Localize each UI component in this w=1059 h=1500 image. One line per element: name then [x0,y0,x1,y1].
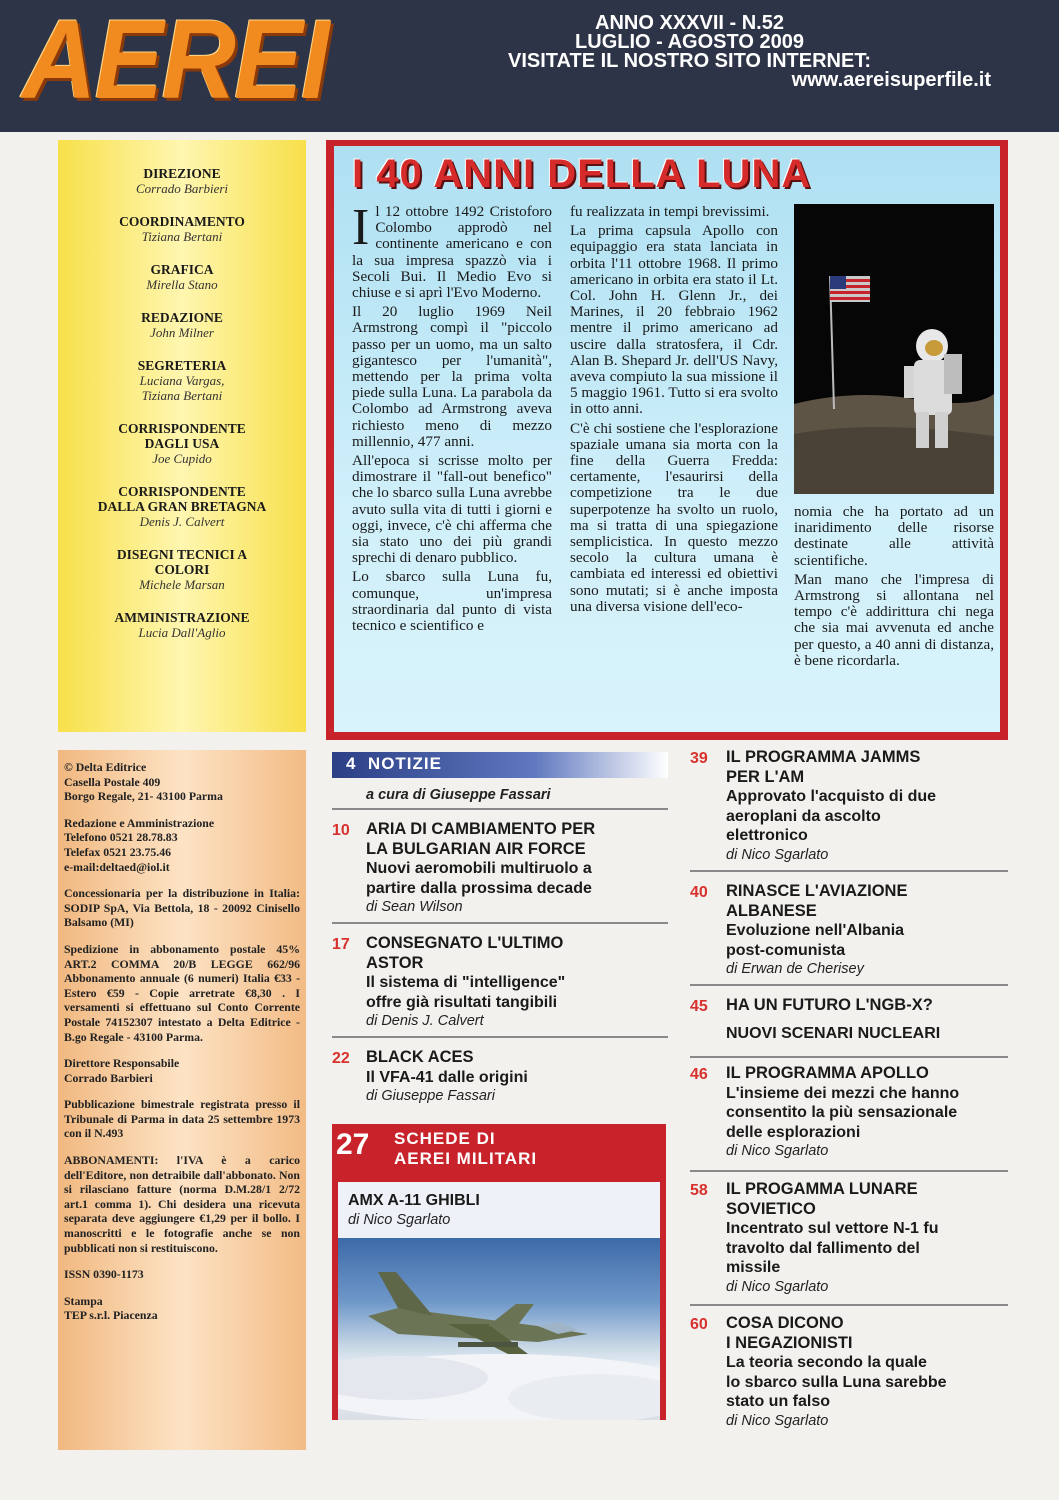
jet-photo [338,1238,660,1420]
toc-entry[interactable] [366,934,666,1030]
distribution-text: Concessionaria per la distribuzione in Italia: SODIP SpA, Via Bettola, 18 - 20092 Cinisello Balsamo (MI) [64,886,300,930]
schede-label [394,1129,537,1169]
toc-title-line: ALBANESE [726,901,817,920]
toc-title-line: BLACK ACES [366,1048,474,1066]
schede-header[interactable] [332,1124,666,1174]
toc-title-line: LA BULGARIAN AIR FORCE [366,839,586,858]
article-paragraph: C'è chi sostiene che l'esplorazione spaziale umana sia morta con la fine della Guerra Fredda: certamente, l'esaurirsi della competizione tra le due superpotenze ha svolto un ruolo, ma si tratta di una spiegazione semplicistica. In questo mezzo secolo la cultura umana è cambiata ed interessi ed obiettivi sono mutati; si è anche imposta una diversa visione dell'eco- [570,419,778,615]
schede-item-title[interactable]: AMX A-11 GHIBLI [348,1192,480,1209]
toc-subtitle-line: post-comunista [726,941,846,959]
staff-role: GRAFICA [150,262,214,277]
staff-group [58,310,306,340]
toc-subtitle-line: Evoluzione nell'Albania [726,922,905,939]
moon-landing-photo [794,204,994,494]
toc-title-line: IL PROGRAMMA JAMMS [726,748,921,766]
issn: ISSN 0390-1173 [64,1267,144,1282]
staff-group [58,484,306,529]
staff-role: CORRISPONDENTE DALLA GRAN BRETAGNA [97,484,267,514]
toc-title-line: RINASCE L'AVIAZIONE [726,882,908,900]
staff-name: Lucia Dall'Aglio [138,625,226,640]
toc-subtitle-line: Approvato l'acquisto di due [726,788,937,805]
printer-name: TEP s.r.l. Piacenza [64,1308,158,1323]
toc-entry[interactable] [726,882,1016,978]
toc-subtitle-line: aeroplani da ascolto [726,807,881,825]
toc-subtitle-line: delle esplorazioni [726,1123,861,1141]
schede-inner [338,1182,660,1420]
toc-title-line: SOVIETICO [726,1199,816,1218]
toc-author: di Sean Wilson [366,899,463,915]
toc-page-number: 39 [690,750,708,767]
toc-subtitle-line: offre già risultati tangibili [366,993,558,1011]
notizie-author: a cura di Giuseppe Fassari [366,787,551,803]
staff-name: Tiziana Bertani [141,388,223,403]
toc-subtitle-line: lo sbarco sulla Luna sarebbe [726,1373,947,1391]
magazine-logo: AEREI [22,0,328,122]
toc-author: di Nico Sgarlato [726,1143,829,1159]
schede-page-number: 27 [336,1128,370,1161]
staff-name: John Milner [150,325,214,340]
website-url[interactable]: www.aereisuperfile.it [791,69,991,91]
staff-role: REDAZIONE [141,310,223,325]
publisher-box [58,750,306,1450]
staff-name: Denis J. Calvert [139,514,225,529]
jet-illustration [338,1238,660,1420]
director-label: Direttore Responsabile [64,1056,180,1071]
toc-entry[interactable] [726,1180,1016,1296]
toc-entry[interactable] [726,1064,1016,1160]
staff-role: SEGRETERIA [137,358,227,373]
staff-group [58,547,306,592]
staff-name: Tiziana Bertani [141,229,223,244]
director-block [64,1056,300,1085]
toc-page-number: 10 [332,822,350,839]
notizie-header[interactable] [332,752,668,778]
divider [332,1036,668,1038]
divider [332,808,668,810]
divider [690,1056,1008,1058]
staff-name: Michele Marsan [139,577,225,592]
toc-subtitle-line: Nuovi aeromobili multiruolo a [366,860,592,877]
feature-title: I 40 ANNI DELLA LUNA [352,152,812,196]
staff-name: Corrado Barbieri [135,181,229,196]
toc-subtitle-line: Il VFA-41 dalle origini [366,1068,528,1086]
toc-title-line: PER L'AM [726,767,805,786]
staff-box [58,140,306,732]
toc-page-number: 40 [690,884,708,901]
toc-page-number: 46 [690,1066,708,1083]
schede-label-line: SCHEDE DI [394,1129,496,1148]
issue-date: LUGLIO - AGOSTO 2009 [575,31,804,53]
toc-subtitle-line: partire dalla prossima decade [366,879,592,897]
staff-group [58,421,306,466]
toc-entry[interactable] [726,1314,1016,1430]
staff-name: Joe Cupido [152,451,212,466]
company-line: © Delta Editrice [64,760,147,774]
toc-subtitle-line: elettronico [726,827,808,844]
schede-author: di Nico Sgarlato [348,1212,451,1228]
staff-group [58,610,306,640]
toc-subtitle-line: consentito la più sensazionale [726,1104,958,1121]
toc-title-line: IL PROGRAMMA APOLLO [726,1064,929,1082]
divider [332,922,668,924]
article-paragraph: All'epoca si scrisse molto per dimostrare il "fall-out benefico" che lo sbarco sulla Luna avrebbe avuto sulla vita di tutti i giorni e oggi, invece, c'è chi afferma che sia stato uno dei più grandi sprechi di denaro pubblico. [352,452,552,567]
page-number: 4 [346,754,357,773]
article-paragraph: La prima capsula Apollo con equipaggio era stata lanciata in orbita l'11 ottobre 1968. Il primo americano in orbita era stato il Lt. Col. John H. Glenn Jr., dei Marines, il 20 febbraio 1962 mentre il primo americano ad uscire dalla stratosfera, il Cdr. Alan B. Shepard Jr. dell'US Navy, aveva compiuto la sua missione il 5 maggio 1961. Tutto si era svolto in otto anni. [570,222,778,418]
print-label: Stampa [64,1293,103,1308]
email-link[interactable]: e-mail:deltaed@iol.it [64,859,170,874]
toc-page-number: 22 [332,1050,350,1067]
article-column-2 [570,204,778,618]
toc-title-line: COSA DICONO [726,1314,844,1332]
staff-name: Mirella Stano [146,277,218,292]
article-paragraph [352,199,552,302]
toc-subtitle-line: NUOVI SCENARI NUCLEARI [726,1024,941,1042]
toc-title-line: ARIA DI CAMBIAMENTO PER [366,820,596,838]
divider [690,1304,1008,1306]
registration-text: Pubblicazione bimestrale registrata presso il Tribunale di Parma in data 25 settembre 1973 con il N.493 [64,1097,300,1141]
section-label: NOTIZIE [367,754,442,773]
office-block [64,816,300,874]
issue-info [508,12,991,91]
staff-group [58,358,306,403]
toc-author: di Erwan de Cherisey [726,961,864,977]
article-paragraph: nomia che ha portato ad un inaridimento delle risorse destinate alle attività scientifiche. [794,503,994,569]
toc-subtitle-line: L'insieme dei mezzi che hanno [726,1084,960,1102]
staff-role: CORRISPONDENTE DAGLI USA [118,421,246,451]
article-paragraph: Il 20 luglio 1969 Neil Armstrong compì il "piccolo passo per un uomo, ma un salto gigantesco per l'umanità", mettendo per la prima volta piede sulla Luna. La parabola da Colombo ad Armstrong aveva richiesto meno di mezzo millennio, 477 anni. [352,303,552,450]
toc-author: di Nico Sgarlato [726,1278,829,1295]
toc-title-line: IL PROGAMMA LUNARE [726,1180,918,1198]
issue-number: ANNO XXXVII - N.52 [595,12,784,34]
feature-panel [334,146,1000,732]
director-name: Corrado Barbieri [64,1070,153,1085]
notizie-label [346,754,442,774]
staff-group [58,166,306,196]
staff-role: AMMINISTRAZIONE [114,610,250,625]
toc-author: di Giuseppe Fassari [366,1088,495,1104]
toc-entry[interactable] [726,996,1016,1043]
toc-page-number: 58 [690,1182,708,1199]
article-text: l 12 ottobre 1492 Cristoforo Colombo approdò nel continente americano e con la sua impresa spazzò via i Secoli Bui. Il Medio Evo si chiuse e si aprì l'Evo Moderno. [352,203,552,302]
toc-entry[interactable] [366,1048,666,1105]
toc-page-number: 60 [690,1316,708,1333]
article-paragraph: fu realizzata in tempi brevissimi. [570,203,770,220]
toc-page-number: 17 [332,936,350,953]
moon-landing-illustration [794,204,994,494]
article-column-1 [352,199,552,637]
visit-text: VISITATE IL NOSTRO SITO INTERNET: [508,50,871,72]
toc-title-line: ASTOR [366,953,424,972]
toc-entry[interactable] [366,820,666,916]
staff-name: Luciana Vargas, [139,373,225,388]
schede-label-line: AEREI MILITARI [394,1149,538,1168]
staff-role: DISEGNI TECNICI A COLORI [116,547,248,577]
toc-author: di Denis J. Calvert [366,1013,484,1029]
divider [690,1170,1008,1172]
toc-title-line: I NEGAZIONISTI [726,1333,853,1352]
office-line: Telefax 0521 23.75.46 [64,844,172,859]
toc-title-line: HA UN FUTURO L'NGB-X? [726,996,933,1014]
toc-subtitle-line: Incentrato sul vettore N-1 fu [726,1220,939,1237]
divider [690,870,1008,872]
toc-subtitle-line: Il sistema di "intelligence" [366,974,566,991]
company-block [64,760,300,804]
company-line: Borgo Regale, 21- 43100 Parma [64,789,223,804]
staff-role: COORDINAMENTO [119,214,245,229]
subscription-text: Spedizione in abbonamento postale 45% ART.2 COMMA 20/B LEGGE 662/96 Abbonamento annuale (6 numeri) Italia €33 - Estero €59 - Copie arretrate €8,30 . I versamenti si effettuano sul Conto Corrente Postale 74152307 intestato a Delta Editrice - B.go Regale - 43100 Parma. [64,941,300,1044]
office-line: Telefono 0521 28.78.83 [64,830,178,845]
toc-subtitle-line: travolto dal fallimento del [726,1239,920,1257]
toc-title-line: CONSEGNATO L'ULTIMO [366,934,564,952]
schede-panel [332,1174,666,1420]
feature-article [326,140,1008,740]
toc-subtitle-line: missile [726,1259,781,1276]
staff-group [58,262,306,292]
toc-author: di Nico Sgarlato [726,846,829,863]
toc-subtitle-line: La teoria secondo la quale [726,1354,927,1371]
masthead [0,0,1059,132]
drop-cap: I [352,199,370,256]
staff-group [58,214,306,244]
article-paragraph: Lo sbarco sulla Luna fu, comunque, un'impresa straordinaria dal punto di vista tecnico e scientifico e [352,568,552,635]
toc-author: di Nico Sgarlato [726,1412,829,1429]
company-line: Casella Postale 409 [64,774,161,789]
print-block [64,1294,300,1323]
divider [690,984,1008,986]
toc-page-number: 45 [690,998,708,1015]
office-line: Redazione e Amministrazione [64,815,215,830]
toc-subtitle-line: stato un falso [726,1393,831,1410]
abbonamenti-text: ABBONAMENTI: l'IVA è a carico dell'Editore, non detraibile dall'abbonato. Non si rilasciano fatture (norma D.M.28/1 2/72 art.1 comma 1). Chi desidera una ricevuta separata deve aggiungere €1,29 per il bollo. I manoscritti e le fotografie anche se non pubblicati non si restituiscono. [64,1153,300,1255]
article-column-3 [794,504,994,672]
staff-role: DIREZIONE [143,166,221,181]
article-paragraph: Man mano che l'impresa di Armstrong si allontana nel tempo c'è addirittura chi nega che sia mai avvenuta ed anche per questo, a 40 anni di distanza, è bene ricordarla. [794,570,994,669]
toc-entry[interactable] [726,748,1016,864]
